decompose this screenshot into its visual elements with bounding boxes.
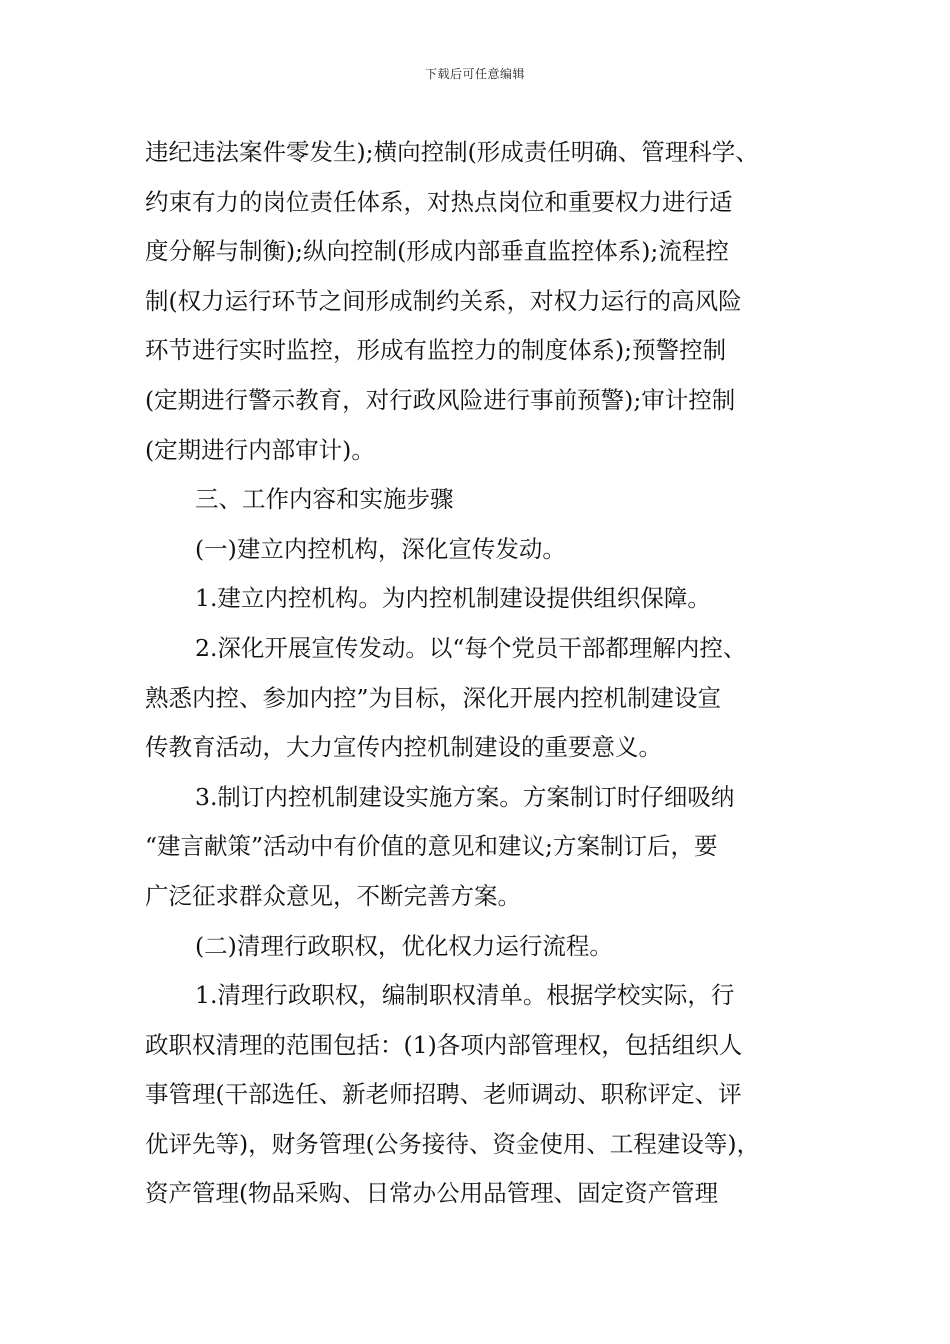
text-line: 优评先等)，财务管理(公务接待、资金使用、工程建设等)， [145, 1129, 761, 1158]
text-line: 约束有力的岗位责任体系，对热点岗位和重要权力进行适 [145, 187, 733, 216]
text-line: 资产管理(物品采购、日常办公用品管理、固定资产管理 [145, 1179, 719, 1208]
text-line: (一)建立内控机构，深化宣传发动。 [195, 534, 566, 563]
text-line: 制(权力运行环节之间形成制约关系，对权力运行的高风险 [145, 286, 742, 315]
text-line: 1.清理行政职权，编制职权清单。根据学校实际，行 [195, 981, 735, 1010]
text-line: 1.建立内控机构。为内控机制建设提供组织保障。 [195, 584, 711, 613]
text-line: 度分解与制衡);纵向控制(形成内部垂直监控体系);流程控 [145, 237, 729, 266]
text-line: 广泛征求群众意见，不断完善方案。 [145, 881, 521, 910]
page-header: 下载后可任意编辑 [424, 67, 525, 81]
text-line: 2.深化开展宣传发动。以“每个党员干部都理解内控、 [195, 633, 747, 662]
document-body [145, 128, 825, 1219]
text-line: 事管理(干部选任、新老师招聘、老师调动、职称评定、评 [145, 1080, 742, 1109]
text-line: 政职权清理的范围包括：(1)各项内部管理权，包括组织人 [145, 1030, 743, 1059]
text-line: 熟悉内控、参加内控”为目标，深化开展内控机制建设宣 [145, 683, 722, 712]
text-line: 三、工作内容和实施步骤 [195, 485, 454, 514]
text-line: 3.制订内控机制建设实施方案。方案制订时仔细吸纳 [195, 782, 735, 811]
text-line: (二)清理行政职权，优化权力运行流程。 [195, 931, 613, 960]
text-line: (定期进行内部审计)。 [145, 435, 375, 464]
text-line: “建言献策”活动中有价值的意见和建议;方案制订后，要 [145, 832, 718, 861]
text-line: 传教育活动，大力宣传内控机制建设的重要意义。 [145, 733, 662, 762]
text-line: 环节进行实时监控，形成有监控力的制度体系);预警控制 [145, 336, 727, 365]
text-line: (定期进行警示教育，对行政风险进行事前预警);审计控制 [145, 385, 736, 414]
text-line: 违纪违法案件零发生);横向控制(形成责任明确、管理科学、 [145, 138, 759, 166]
